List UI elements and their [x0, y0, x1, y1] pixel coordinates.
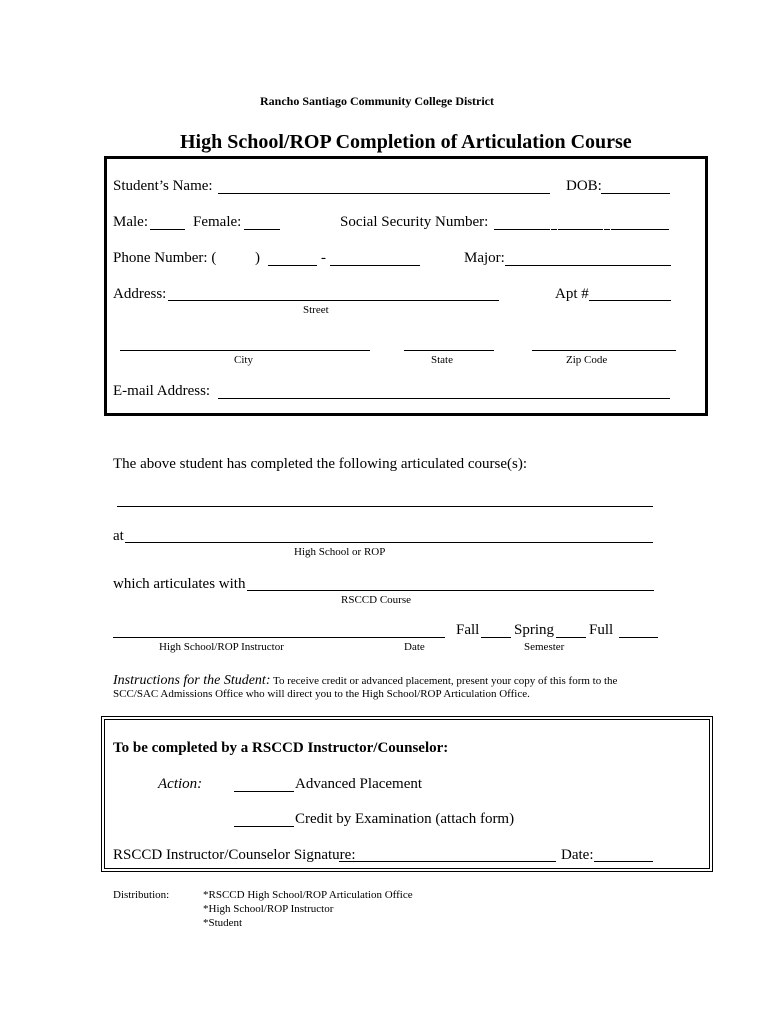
ssn-field-part2[interactable] — [558, 229, 603, 230]
instructor-caption: High School/ROP Instructor — [159, 641, 284, 653]
ssn-field-part3[interactable] — [611, 229, 669, 230]
distribution-item: *Student — [203, 917, 243, 929]
spring-field[interactable] — [556, 637, 586, 638]
dob-label: DOB: — [566, 178, 602, 194]
fall-field[interactable] — [481, 637, 511, 638]
zip-field[interactable] — [532, 350, 676, 351]
ssn-dash1 — [551, 229, 557, 230]
phone-line-field[interactable] — [330, 265, 420, 266]
rsccd-course-caption: RSCCD Course — [341, 594, 411, 606]
credit-exam-label: Credit by Examination (attach form) — [295, 811, 515, 827]
student-info-box — [104, 156, 708, 416]
male-field[interactable] — [150, 229, 185, 230]
email-field[interactable] — [218, 398, 670, 399]
dob-field[interactable] — [601, 193, 670, 194]
signature-label: RSCCD Instructor/Counselor Signature: — [113, 847, 356, 863]
high-school-caption: High School or ROP — [294, 546, 386, 558]
district-name: Rancho Santiago Community College District — [260, 94, 494, 108]
counselor-date-label: Date: — [561, 847, 594, 863]
date-caption: Date — [404, 641, 425, 653]
student-name-field[interactable] — [218, 193, 550, 194]
spring-label: Spring — [514, 622, 555, 638]
advanced-placement-field[interactable] — [234, 791, 294, 792]
street-caption: Street — [303, 304, 329, 316]
ssn-field-part1[interactable] — [494, 229, 550, 230]
counselor-date-field[interactable] — [594, 861, 653, 862]
phone-paren-close: ) — [255, 250, 260, 266]
instructions-line1 — [113, 671, 617, 689]
phone-label: Phone Number: ( — [113, 250, 217, 266]
full-label: Full — [589, 622, 614, 638]
ssn-label: Social Security Number: — [340, 214, 489, 230]
signature-field[interactable] — [339, 861, 556, 862]
articulates-label: which articulates with — [113, 576, 246, 592]
major-label: Major: — [464, 250, 505, 266]
male-label: Male: — [113, 214, 148, 230]
phone-prefix-field[interactable] — [268, 265, 317, 266]
instructions-text: To receive credit or advanced placement, present your copy of this form to the — [270, 675, 618, 687]
state-caption: State — [431, 354, 453, 366]
rsccd-course-field[interactable] — [247, 590, 654, 591]
distribution-label: Distribution: — [113, 889, 170, 901]
semester-caption: Semester — [524, 641, 565, 653]
distribution-item: *High School/ROP Instructor — [203, 903, 334, 915]
full-field[interactable] — [619, 637, 658, 638]
course-field[interactable] — [117, 506, 653, 507]
instructions-line2: SCC/SAC Admissions Office who will direct you to the High School/ROP Articulation Office. — [113, 688, 530, 700]
female-field[interactable] — [244, 229, 280, 230]
major-field[interactable] — [505, 265, 671, 266]
city-field[interactable] — [120, 350, 370, 351]
student-name-label: Student’s Name: — [113, 178, 213, 194]
email-label: E-mail Address: — [113, 383, 211, 399]
apt-label: Apt # — [555, 286, 589, 302]
address-label: Address: — [113, 286, 167, 302]
instructor-date-field[interactable] — [113, 637, 445, 638]
ssn-dash2 — [604, 229, 610, 230]
city-caption: City — [234, 354, 253, 366]
advanced-placement-label: Advanced Placement — [295, 776, 423, 792]
phone-dash: - — [321, 250, 326, 266]
apt-field[interactable] — [589, 300, 671, 301]
zip-caption: Zip Code — [566, 354, 608, 366]
credit-exam-field[interactable] — [234, 826, 294, 827]
form-title: High School/ROP Completion of Articulation Course — [180, 131, 632, 153]
street-field[interactable] — [168, 300, 499, 301]
completion-statement: The above student has completed the following articulated course(s): — [113, 456, 528, 472]
at-label: at — [113, 528, 124, 544]
school-field[interactable] — [125, 542, 653, 543]
female-label: Female: — [193, 214, 242, 230]
distribution-item: *RSCCD High School/ROP Articulation Office — [203, 889, 413, 901]
fall-label: Fall — [456, 622, 480, 638]
instructions-lead: Instructions for the Student: — [113, 673, 271, 688]
state-field[interactable] — [404, 350, 494, 351]
counselor-heading: To be completed by a RSCCD Instructor/Counselor: — [113, 740, 449, 756]
action-label: Action: — [158, 776, 203, 792]
